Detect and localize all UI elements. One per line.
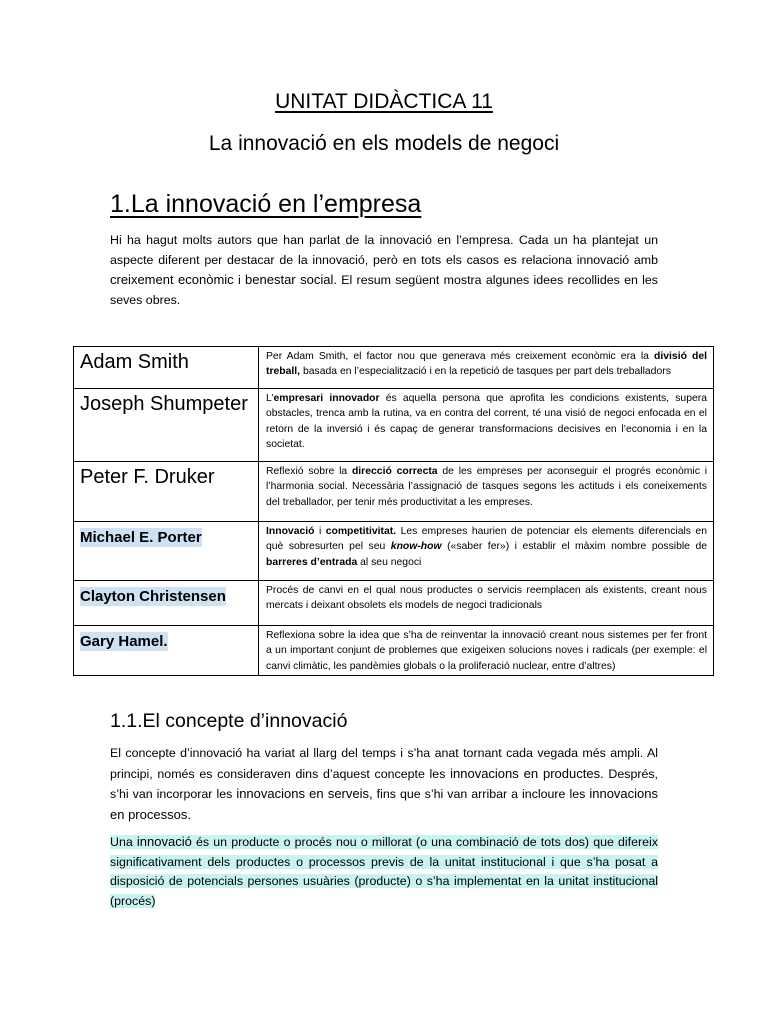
author-name: Gary Hamel. (80, 633, 168, 650)
table-row (74, 522, 714, 581)
document-subtitle: La innovació en els models de negoci (208, 132, 560, 155)
author-description: L’empresari innovador és aquella persona que aprofita les condicions existents, supera obstacles, trenca amb la rutina, va en contra del corrent, té una visió de negoci enfocada en el retorn de la inversió i és capaç de generar transformacions decisives en l’economia i en la societat. (266, 393, 707, 450)
author-desc-cell (259, 347, 714, 389)
author-name-cell (74, 347, 259, 389)
table-row (74, 389, 714, 462)
author-description: Innovació i competitivitat. Les empreses haurien de potenciar els elements diferencials en què sobresurten pel seu know-how («saber fer») i establir el màxim nombre possible de barreres d’entrada al seu negoci (266, 526, 707, 568)
author-description: Reflexiona sobre la idea que s’ha de reinventar la innovació creant nous sistemes per fer front a un important conjunt de problemes que exigeixen solucions noves i radicals (per exemple: el canvi climàtic, les pandèmies globals o la proliferació nuclear, entre d’altres) (266, 630, 707, 672)
definition-highlight: Una innovació és un producte o procés nou o millorat (o una combinació de tots dos) que difereix significativament dels productes o processos previs de la unitat institucional i que s’ha posat a disposició de potencials persones usuàries (producte) o s’ha implementat en la unitat institucional (procés) (110, 834, 658, 908)
table-row (74, 347, 714, 389)
table-row (74, 581, 714, 626)
authors-table (73, 346, 714, 676)
author-name-cell (74, 462, 259, 522)
author-desc-cell (259, 462, 714, 522)
table-row (74, 626, 714, 676)
author-desc-cell (259, 522, 714, 581)
author-name: Clayton Christensen (80, 588, 226, 605)
section-heading-1: 1.La innovació en l’empresa (110, 190, 422, 218)
author-desc-cell (259, 626, 714, 676)
author-description: Reflexió sobre la direcció correcta de les empreses per aconseguir el progrés econòmic i l’harmonia social. Necessària l’assignació de tasques segons les actituds i els coneixements del treballador, per tenir més productivitat a les empreses. (266, 466, 707, 508)
author-name-cell (74, 626, 259, 676)
intro-paragraph: Hi ha hagut molts autors que han parlat de la innovació en l’empresa. Cada un ha plantejat un aspecte diferent per destacar de la innovació, però en tots els casos es relaciona innovació amb creixement econòmic i benestar social. El resum següent mostra algunes idees recollides en les seves obres. (110, 233, 659, 307)
author-name-cell (74, 389, 259, 462)
table-row (74, 462, 714, 522)
section-heading-1-1: 1.1.El concepte d’innovació (110, 710, 348, 732)
author-description: Procés de canvi en el qual nous productes o servicis reemplacen als existents, creant nous mercats i deixant obsolets els models de negoci tradicionals (266, 585, 707, 612)
author-desc-cell (259, 389, 714, 462)
author-name: Joseph Shumpeter (80, 393, 248, 415)
unit-title: UNITAT DIDÀCTICA 11 (275, 90, 493, 113)
definition-paragraph (110, 832, 658, 911)
author-name: Peter F. Druker (80, 466, 215, 488)
author-desc-cell (259, 581, 714, 626)
author-name: Adam Smith (80, 351, 189, 373)
author-name-cell (74, 581, 259, 626)
author-name-cell (74, 522, 259, 581)
author-description: Per Adam Smith, el factor nou que generava més creixement econòmic era la divisió del treball, basada en l’especialització i en la repetició de tasques per part dels treballadors (266, 351, 708, 378)
author-name: Michael E. Porter (80, 529, 202, 546)
concept-paragraph: El concepte d’innovació ha variat al llarg del temps i s’ha anat tornant cada vegada més ampli. Al principi, només es consideraven dins d’aquest concepte les innovacions en productes. Després, s’hi van incorporar les innovacions en serveis, fins que s’hi van arribar a incloure les innovacions en processos. (110, 746, 658, 822)
